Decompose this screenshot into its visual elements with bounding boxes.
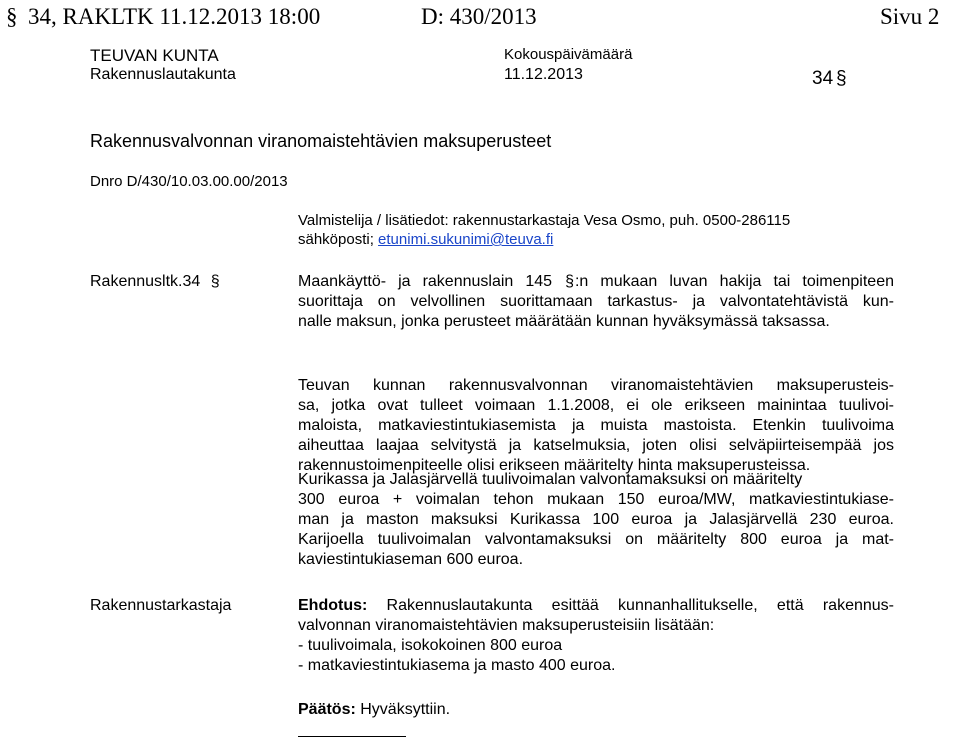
proposal-line: valvonnan viranomaistehtävien maksuperusteisiin lisätään: [298, 617, 715, 634]
email-label: sähköposti; [298, 231, 379, 248]
meeting-date: 11.12.2013 [504, 66, 583, 83]
paragraph-line: Karijoella tuulivoimalan valvontamaksuksi on määritelty 800 euroa ja mat- [298, 531, 894, 548]
document-title: Rakennusvalvonnan viranomaistehtävien maksuperusteet [90, 131, 552, 151]
paragraph-line: Maankäyttö- ja rakennuslain 145 §:n mukaan luvan hakija tai toimenpiteen [298, 273, 895, 290]
section-number: 34 [812, 68, 834, 89]
email-link[interactable]: etunimi.sukunimi@teuva.fi [378, 231, 554, 248]
paragraph-line: nalle maksun, jonka perusteet määrätään kunnan hyväksymässä taksassa. [298, 313, 830, 330]
paragraph-line: sa, jotka ovat tulleet voimaan 1.1.2008, ei ole erikseen mainintaa tuulivoi- [298, 397, 894, 414]
proposal-label: Ehdotus: [298, 597, 368, 614]
paragraph-current-fees [298, 376, 894, 476]
proposal-item: - tuulivoimala, isokokoinen 800 euroa [298, 637, 563, 654]
paragraph-line: rakennustoimenpiteelle olisi erikseen määritelty hinta maksuperusteissa. [298, 457, 811, 474]
organization-name: TEUVAN KUNTA [90, 46, 219, 65]
signature-rule [298, 736, 406, 737]
proposer-label: Rakennustarkastaja [90, 597, 232, 614]
proposal [298, 596, 894, 676]
header-document-number: D: 430/2013 [421, 4, 537, 29]
paragraph-line: Kurikassa ja Jalasjärvellä tuulivoimalan valvontamaksuksi on määritelty [298, 471, 803, 488]
section-reference-mark: § [210, 273, 220, 290]
decision-label: Päätös: [298, 701, 356, 718]
preparer-info: Valmistelija / lisätiedot: rakennustarkastaja Vesa Osmo, puh. 0500-286115 [298, 212, 791, 229]
board-name: Rakennuslautakunta [90, 66, 236, 83]
paragraph-line: Teuvan kunnan rakennusvalvonnan viranomaistehtävien maksuperusteis- [298, 377, 894, 394]
dnro: Dnro D/430/10.03.00.00/2013 [90, 173, 288, 190]
decision-text: Hyväksyttiin. [355, 701, 451, 718]
section-reference [90, 272, 220, 292]
preparer-email-line [298, 230, 553, 250]
paragraph-legal-basis [298, 272, 894, 332]
paragraph-line: 300 euroa + voimalan tehon mukaan 150 euroa/MW, matkaviestintukiase- [298, 491, 894, 508]
meeting-date-label: Kokouspäivämäärä [504, 46, 633, 63]
proposal-line: Ehdotus: Rakennuslautakunta esittää kunnanhallitukselle, että rakennus- [298, 597, 894, 614]
paragraph-line: aiheuttaa laajaa selvitystä ja katselmuksia, joten olisi selväpiirteisempää jos [298, 437, 894, 454]
paragraph-line: man ja maston maksuksi Kurikassa 100 euroa ja Jalasjärvellä 230 euroa. [298, 511, 894, 528]
paragraph-line: suorittaja on velvollinen suorittamaan tarkastus- ja valvontatehtävistä kun- [298, 293, 894, 310]
proposal-item: - matkaviestintukiasema ja masto 400 euroa. [298, 657, 616, 674]
paragraph-line: kaviestintukiaseman 600 euroa. [298, 551, 524, 568]
header-meeting-info: 34, RAKLTK 11.12.2013 18:00 [28, 4, 321, 29]
header-page-number: Sivu 2 [880, 4, 940, 29]
header-section-mark: § [6, 4, 18, 29]
paragraph-comparison [298, 470, 894, 570]
paragraph-line: maloista, matkaviestintukiasemista ja muista mastoista. Etenkin tuulivoima [298, 417, 894, 434]
section-reference-label: Rakennusltk.34 [90, 273, 201, 290]
decision [298, 700, 450, 720]
section-mark: § [836, 68, 847, 89]
